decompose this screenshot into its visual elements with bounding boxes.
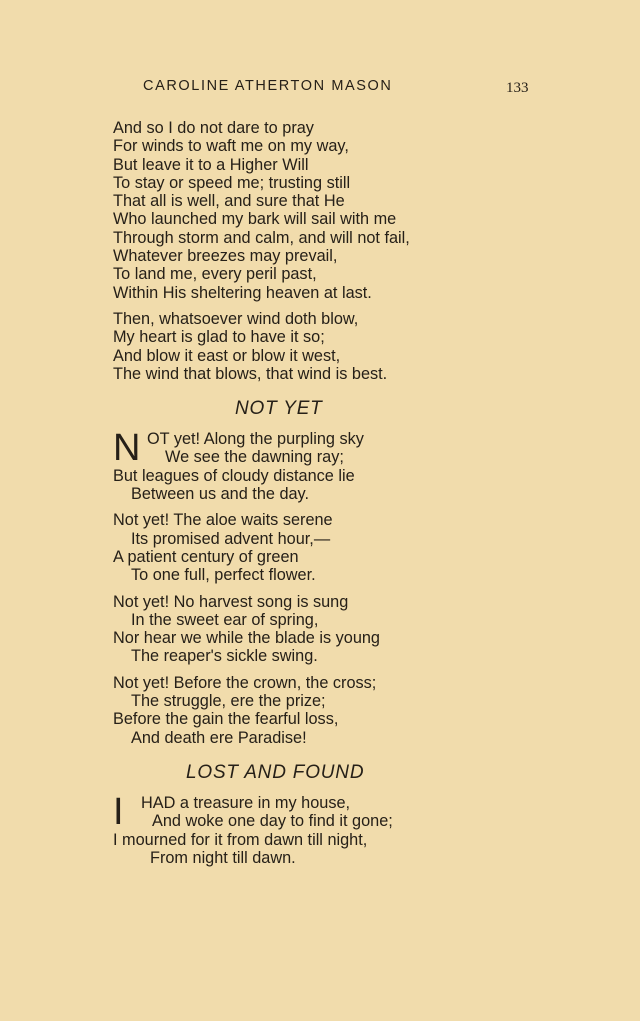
page-header <box>0 78 640 100</box>
verse-line: Nor hear we while the blade is young <box>113 629 380 648</box>
verse-line: I mourned for it from dawn till night, <box>113 830 368 849</box>
verse-line: Not yet! No harvest song is sung <box>113 592 349 611</box>
poem-one-stanza-1 <box>113 119 583 302</box>
verse-line: And so I do not dare to pray <box>113 119 314 137</box>
verse-line: OT yet! Along the purpling sky <box>147 430 364 449</box>
lost-and-found-stanza-1 <box>113 790 583 867</box>
verse-line: But leave it to a Higher Will <box>113 155 309 174</box>
verse-line: Within His sheltering heaven at last. <box>113 283 372 302</box>
verse-line: To land me, every peril past, <box>113 265 317 284</box>
poem-title-not-yet: NOT YET <box>235 398 323 420</box>
running-head: CAROLINE ATHERTON MASON <box>143 78 393 94</box>
verse-line: We see the dawning ray; <box>165 448 344 467</box>
verse-line: Its promised advent hour,— <box>131 529 331 548</box>
verse-line: And death ere Paradise! <box>131 728 307 747</box>
verse-line: That all is well, and sure that He <box>113 192 345 211</box>
not-yet-stanza-1 <box>113 427 583 504</box>
verse-line: Then, whatsoever wind doth blow, <box>113 309 359 328</box>
not-yet-stanza-3 <box>113 593 583 666</box>
page-number: 133 <box>506 80 529 96</box>
verse-line: Not yet! Before the crown, the cross; <box>113 673 377 692</box>
verse-line: Whatever breezes may prevail, <box>113 247 338 266</box>
drop-cap: I <box>113 790 124 833</box>
verse-line: Between us and the day. <box>131 485 310 504</box>
verse-line: Before the gain the fearful loss, <box>113 710 339 729</box>
drop-cap: N <box>113 427 141 470</box>
verse-line: Who launched my bark will sail with me <box>113 210 397 229</box>
verse-line: My heart is glad to have it so; <box>113 328 325 347</box>
verse-line: To one full, perfect flower. <box>131 566 316 585</box>
verse-line: To stay or speed me; trusting still <box>113 173 351 192</box>
verse-line: And woke one day to find it gone; <box>152 812 393 831</box>
verse-line: In the sweet ear of spring, <box>131 610 319 629</box>
verse-line: A patient century of green <box>113 547 299 566</box>
poem-one-stanza-2 <box>113 310 583 383</box>
verse-line: The wind that blows, that wind is best. <box>113 364 388 383</box>
verse-line: From night till dawn. <box>150 848 296 867</box>
verse-line: But leagues of cloudy distance lie <box>113 466 355 485</box>
page-content <box>113 119 583 867</box>
verse-line: The struggle, ere the prize; <box>131 692 326 711</box>
verse-line: And blow it east or blow it west, <box>113 346 341 365</box>
verse-line: Not yet! The aloe waits serene <box>113 511 333 530</box>
verse-line: Through storm and calm, and will not fail, <box>113 228 410 247</box>
verse-line: HAD a treasure in my house, <box>141 793 351 812</box>
not-yet-stanza-2 <box>113 511 583 584</box>
poem-title-lost-and-found: LOST AND FOUND <box>186 761 365 783</box>
verse-line: For winds to waft me on my way, <box>113 137 349 156</box>
verse-line: The reaper's sickle swing. <box>131 647 318 666</box>
not-yet-stanza-4 <box>113 674 583 747</box>
